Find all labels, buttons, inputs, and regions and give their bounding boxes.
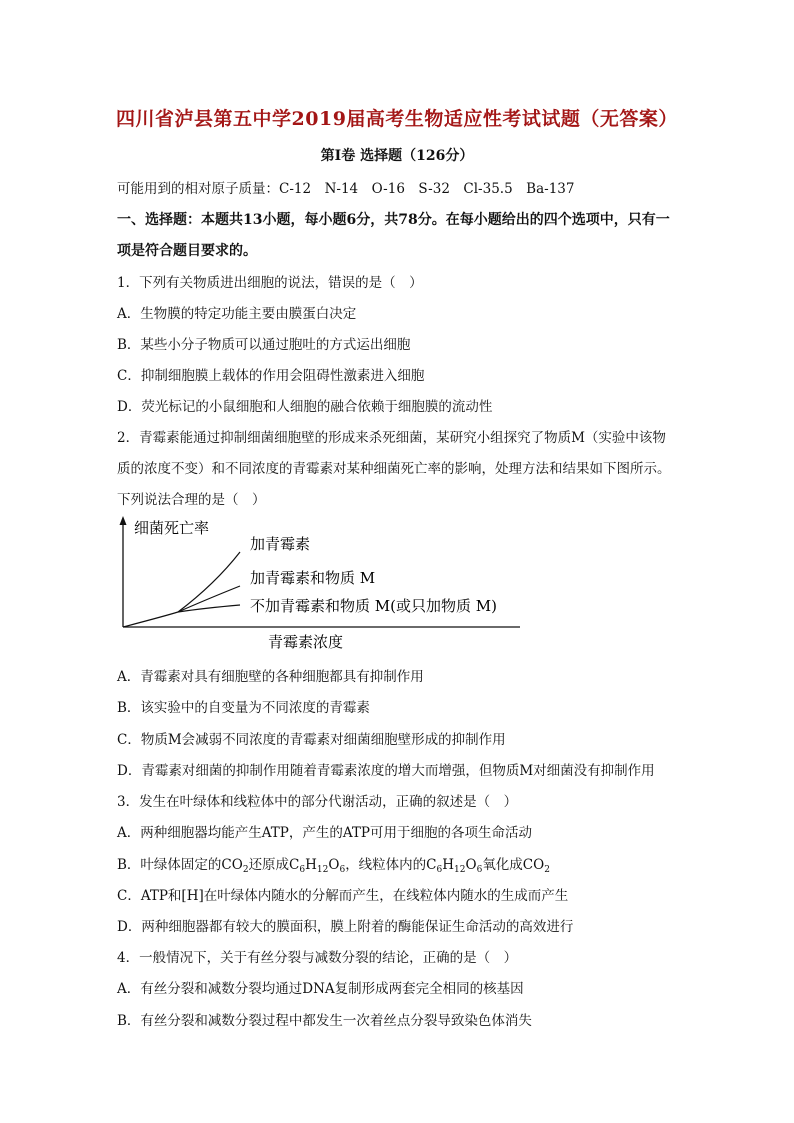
atomic-masses: 可能用到的相对原子质量：C-12 N-14 O-16 S-32 Cl-35.5 Ba-137	[117, 181, 575, 197]
series-label-penicillin: 加青霉素	[250, 535, 311, 553]
q4-option-b: B．有丝分裂和减数分裂过程中都发生一次着丝点分裂导致染色体消失	[117, 1013, 532, 1029]
q2-option-c: C．物质M会减弱不同浓度的青霉素对细菌细胞壁形成的抑制作用	[117, 732, 506, 748]
document-title: 四川省泸县第五中学2019届高考生物适应性考试试题（无答案）	[116, 108, 678, 130]
part-header-line-1: 一、选择题：本题共13小题，每小题6分，共78分。在每小题给出的四个选项中，只有一	[117, 212, 670, 228]
q3-option-d: D．两种细胞器都有较大的膜面积，膜上附着的酶能保证生命活动的高效进行	[117, 919, 574, 935]
series-label-control: 不加青霉素和物质 M(或只加物质 M)	[250, 597, 497, 615]
penicillin-chart	[0, 512, 794, 652]
part-header-line-2: 项是符合题目要求的。	[117, 243, 257, 259]
section-heading: 第Ⅰ卷 选择题（126分）	[320, 148, 474, 164]
x-axis-label: 青霉素浓度	[268, 633, 344, 651]
series-line-penicillin	[123, 552, 240, 627]
q3-option-c: C．ATP和[H]在叶绿体内随水的分解而产生，在线粒体内随水的生成而产生	[117, 888, 569, 904]
q3-stem: 3．发生在叶绿体和线粒体中的部分代谢活动，正确的叙述是（ ）	[117, 794, 518, 810]
q4-stem: 4．一般情况下，关于有丝分裂与减数分裂的结论，正确的是（ ）	[117, 950, 518, 966]
q3-option-a: A．两种细胞器均能产生ATP，产生的ATP可用于细胞的各项生命活动	[117, 825, 532, 841]
q1-option-c: C．抑制细胞膜上载体的作用会阻碍性激素进入细胞	[117, 368, 425, 384]
q1-stem: 1．下列有关物质进出细胞的说法，错误的是（ ）	[117, 275, 423, 291]
q2-stem-line-2: 质的浓度不变）和不同浓度的青霉素对某种细菌死亡率的影响，处理方法和结果如下图所示。	[117, 461, 671, 477]
q2-stem-line-1: 2．青霉素能通过抑制细菌细胞壁的形成来杀死细菌，某研究小组探究了物质M（实验中该物	[117, 430, 666, 446]
y-axis-label: 细菌死亡率	[134, 519, 210, 537]
q2-option-b: B．该实验中的自变量为不同浓度的青霉素	[117, 700, 370, 716]
q1-option-d: D．荧光标记的小鼠细胞和人细胞的融合依赖于细胞膜的流动性	[117, 399, 493, 415]
q1-option-b: B．某些小分子物质可以通过胞吐的方式运出细胞	[117, 337, 411, 353]
q4-option-a: A．有丝分裂和减数分裂均通过DNA复制形成两套完全相同的核基因	[117, 981, 524, 997]
q2-option-d: D．青霉素对细菌的抑制作用随着青霉素浓度的增大而增强，但物质M对细菌没有抑制作用	[117, 763, 655, 779]
y-axis-arrow	[120, 516, 127, 525]
q2-option-a: A．青霉素对具有细胞壁的各种细胞都具有抑制作用	[117, 669, 424, 685]
q2-stem-line-3: 下列说法合理的是（ ）	[117, 492, 266, 508]
q1-option-a: A．生物膜的特定功能主要由膜蛋白决定	[117, 306, 357, 322]
q3-option-b: B．叶绿体固定的$CO_2$还原成$C_6H_{12}O_6$，线粒体内的$C_6H_{12}O_6$氧化成$CO_2$	[117, 857, 550, 875]
series-label-penicillin-plus-m: 加青霉素和物质 M	[250, 569, 376, 587]
